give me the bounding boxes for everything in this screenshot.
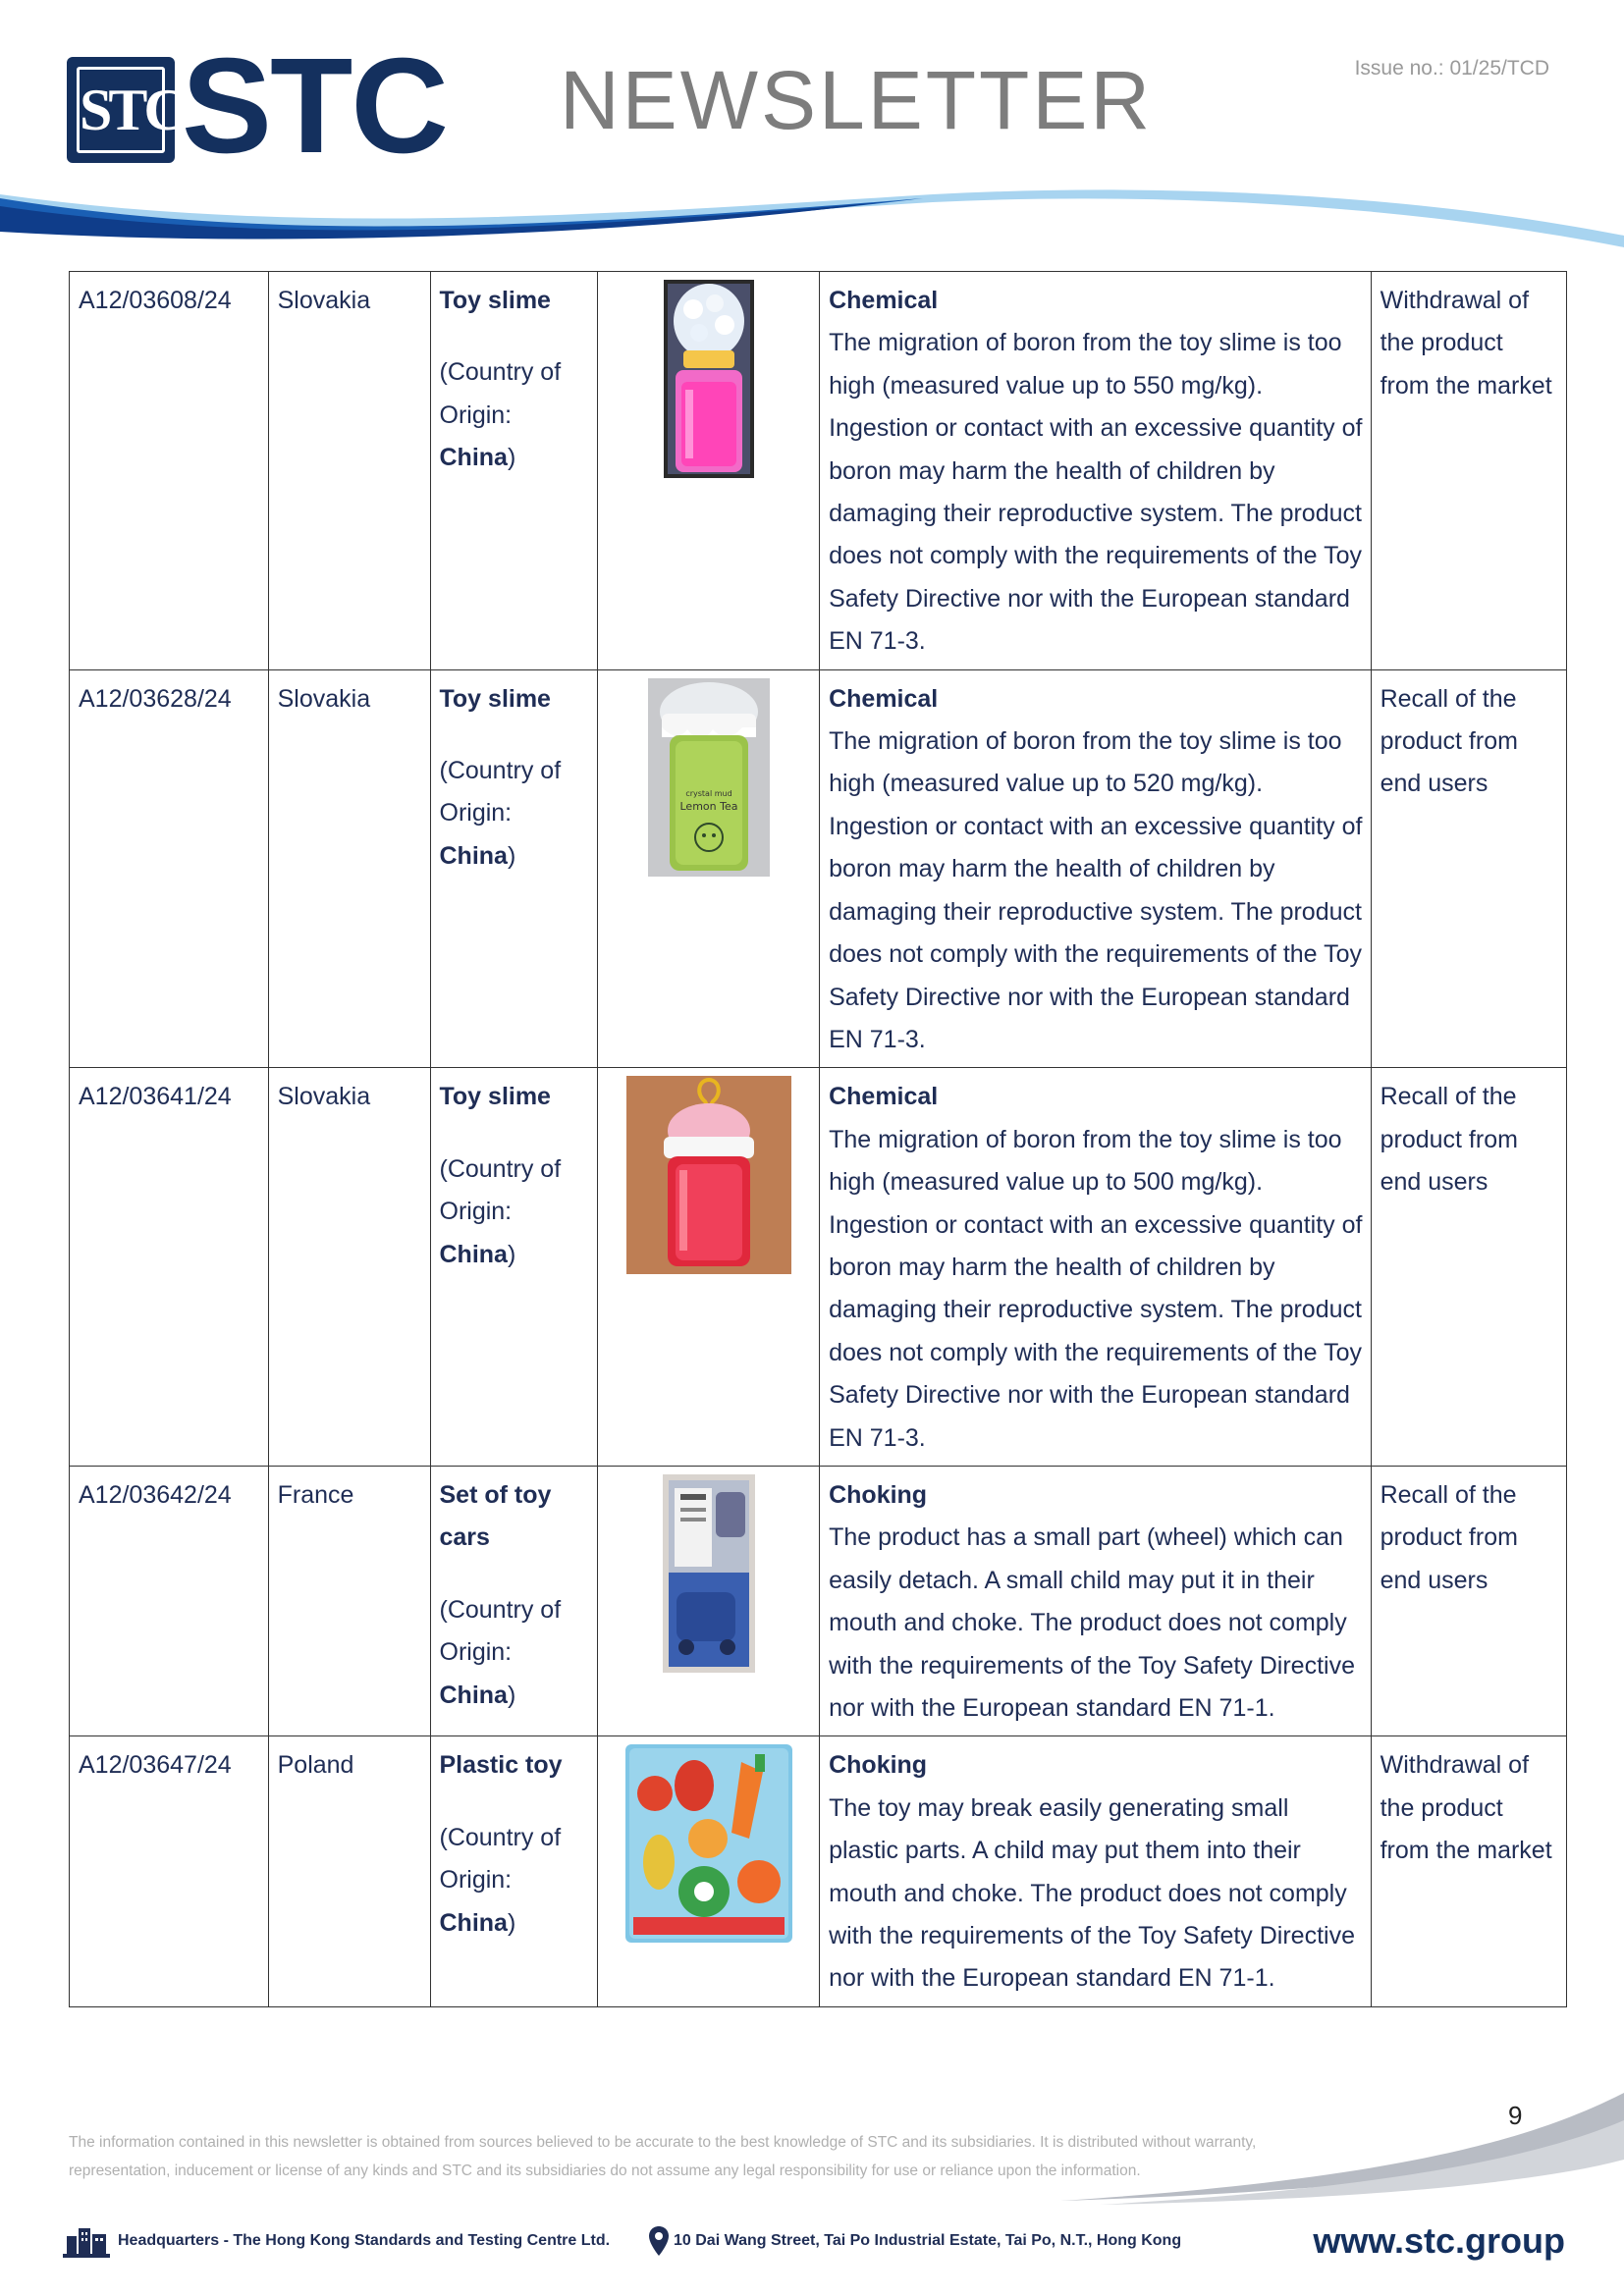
measures-taken: Recall of the product from end users (1371, 1466, 1566, 1735)
image-label-lemon-tea: Lemon Tea (679, 799, 738, 813)
reference-number: A12/03642/24 (70, 1466, 269, 1735)
product-name: Toy slime (439, 287, 551, 314)
reference-number: A12/03628/24 (70, 669, 269, 1068)
notifying-country: Poland (268, 1736, 430, 2006)
issue-number: Issue no.: 01/25/TCD (1354, 57, 1549, 80)
page-header (0, 0, 1624, 255)
risk-description-cell (820, 669, 1372, 1068)
risk-description-cell (820, 1068, 1372, 1467)
product-cell (430, 272, 597, 670)
measures-taken: Recall of the product from end users (1371, 1068, 1566, 1467)
table-row (70, 1068, 1567, 1467)
product-cell (430, 1466, 597, 1735)
risk-type: Chemical (829, 684, 939, 713)
toy-slime-red-cup-image (626, 1076, 791, 1274)
page-number: 9 (1508, 2101, 1523, 2130)
table-row (70, 1736, 1567, 2006)
measures-taken: Recall of the product from end users (1371, 669, 1566, 1068)
notifying-country: France (268, 1466, 430, 1735)
product-image-cell (597, 1736, 819, 2006)
product-name: Toy slime (439, 1083, 551, 1111)
location-pin-icon (648, 2226, 670, 2256)
risk-description: The migration of boron from the toy slime is too high (measured value up to 520 mg/kg). Ingestion or contact with an excessive quantity of boron may harm the health of children by damaging their reproductive system. The product does not comply with the requirements of the Toy Safety Directive nor with the European standard EN 71-3. (829, 727, 1363, 1053)
country-of-origin: (Country of Origin: China) (439, 1595, 562, 1709)
risk-description: The migration of boron from the toy slime is too high (measured value up to 550 mg/kg). Ingestion or contact with an excessive quantity of boron may harm the health of children by damaging their reproductive system. The product does not comply with the requirements of the Toy Safety Directive nor with the European standard EN 71-3. (829, 329, 1363, 656)
disclaimer-text: The information contained in this newsletter is obtained from sources believed to be accurate to the best knowledge of STC and its subsidiaries. It is distributed without warranty, representation, inducement or license of any kinds and STC and its subsidiaries do not assume any legal responsibility for use or reliance upon the information. (69, 2134, 1257, 2179)
risk-description-cell (820, 1466, 1372, 1735)
risk-description-cell (820, 1736, 1372, 2006)
product-cell (430, 1068, 597, 1467)
product-name: Set of toy cars (439, 1480, 552, 1552)
image-label-crystal-mud: crystal mud (685, 788, 732, 798)
risk-type: Chemical (829, 287, 939, 314)
product-name: Plastic toy (439, 1751, 563, 1780)
risk-description: The migration of boron from the toy slime is too high (measured value up to 500 mg/kg). Ingestion or contact with an excessive quantity of boron may harm the health of children by damaging their reproductive system. The product does not comply with the requirements of the Toy Safety Directive nor with the European standard EN 71-3. (829, 1125, 1363, 1452)
page-footer (63, 2222, 1565, 2262)
toy-slime-pink-bottle-image (664, 280, 754, 478)
stc-logo-icon (67, 57, 183, 163)
product-image-cell (597, 1068, 819, 1467)
country-of-origin: (Country of Origin: China) (439, 1823, 562, 1937)
product-image-cell (597, 272, 819, 670)
product-image-cell (597, 1466, 819, 1735)
notifying-country: Slovakia (268, 669, 430, 1068)
logo-mark: STC (77, 67, 165, 153)
product-cell (430, 1736, 597, 2006)
building-icon (63, 2224, 110, 2258)
toy-cars-package-image (663, 1474, 755, 1673)
reference-number: A12/03641/24 (70, 1068, 269, 1467)
product-image-cell (597, 669, 819, 1068)
product-name: Toy slime (439, 684, 551, 713)
toy-slime-lemon-tea-cup-image (648, 678, 770, 877)
risk-type: Choking (829, 1480, 928, 1509)
logo-wordmark: STC (182, 30, 447, 182)
country-of-origin: (Country of Origin: China) (439, 1154, 562, 1268)
table-row (70, 1466, 1567, 1735)
risk-description: The toy may break easily generating small plastic parts. A child may put them into their mouth and choke. The product does not comply with the requirements of the Toy Safety Directive nor with the European standard EN 71-1. (829, 1793, 1355, 1993)
risk-description-cell (820, 272, 1372, 670)
country-of-origin: (Country of Origin: China) (439, 757, 562, 870)
risk-type: Choking (829, 1751, 928, 1780)
website-link[interactable]: www.stc.group (1313, 2220, 1565, 2261)
risk-type: Chemical (829, 1083, 939, 1111)
measures-taken: Withdrawal of the product from the market (1371, 272, 1566, 670)
recall-alerts-table (69, 271, 1567, 2007)
table-row (70, 272, 1567, 670)
reference-number: A12/03647/24 (70, 1736, 269, 2006)
address-label: 10 Dai Wang Street, Tai Po Industrial Estate, Tai Po, N.T., Hong Kong (674, 2232, 1182, 2249)
country-of-origin: (Country of Origin: China) (439, 358, 562, 472)
header-swoosh-decoration (0, 177, 1624, 255)
reference-number: A12/03608/24 (70, 272, 269, 670)
product-cell (430, 669, 597, 1068)
plastic-toy-food-set-image (625, 1744, 792, 1943)
notifying-country: Slovakia (268, 1068, 430, 1467)
newsletter-title: NEWSLETTER (560, 54, 1154, 146)
headquarters-label: Headquarters - The Hong Kong Standards and Testing Centre Ltd. (118, 2232, 611, 2249)
measures-taken: Withdrawal of the product from the market (1371, 1736, 1566, 2006)
notifying-country: Slovakia (268, 272, 430, 670)
risk-description: The product has a small part (wheel) which can easily detach. A small child may put it in their mouth and choke. The product does not comply with the requirements of the Toy Safety Directive nor with the European standard EN 71-1. (829, 1523, 1355, 1722)
table-row (70, 669, 1567, 1068)
